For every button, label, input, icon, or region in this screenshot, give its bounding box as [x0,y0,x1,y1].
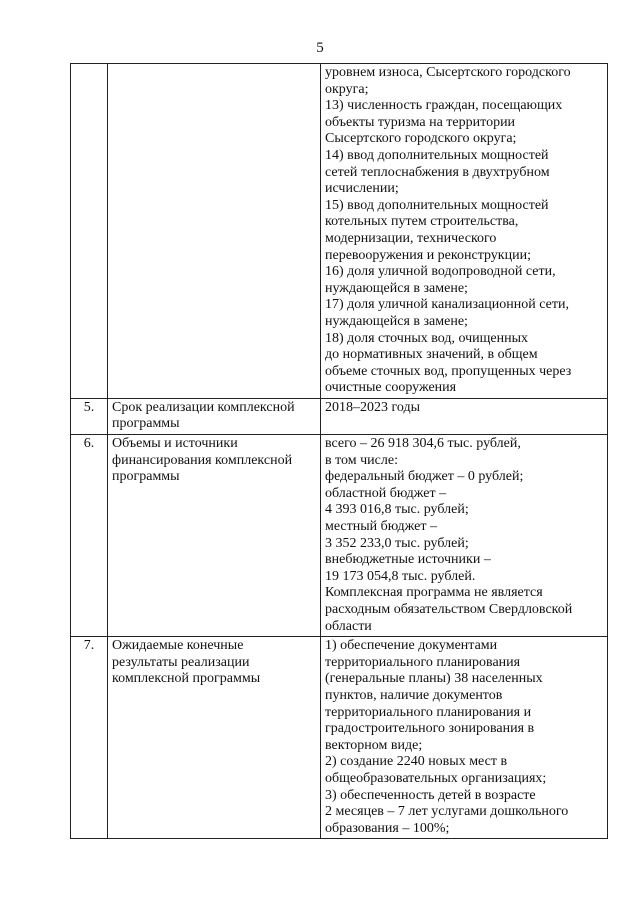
row-value-line: пунктов, наличие документов [325,687,503,703]
row-value-line: котельных путем строительства, [325,214,519,230]
row-name-line: Ожидаемые конечные [112,638,244,654]
row-name-cell [108,435,321,637]
row-value-line: 19 173 054,8 тыс. рублей. [325,568,476,584]
row-number-cell: 5. [71,398,108,434]
row-value-line: 1) обеспечение документами [325,638,498,654]
row-value-line: перевооружения и реконструкции; [325,247,531,263]
row-value-line: 16) доля уличной водопроводной сети, [325,264,556,280]
row-value-line: 2) создание 2240 новых мест в [325,754,508,770]
row-value-line: федеральный бюджет – 0 рублей; [325,469,524,485]
row-value-cell [321,637,608,839]
row-value-line: областной бюджет – [325,485,447,501]
row-name-line: программы [112,416,180,432]
row-value-line: 13) численность граждан, посещающих [325,98,563,114]
row-name-line: Объемы и источники [112,436,238,452]
table-row [71,637,608,839]
row-value-line: 18) доля сточных вод, очищенных [325,330,529,346]
row-name-cell [108,637,321,839]
row-value-line: Сысертского городского округа; [325,131,517,147]
row-value-line: в том числе: [325,452,398,468]
row-value-line: территориального планирования и [325,704,532,720]
row-value-line: 17) доля уличной канализационной сети, [325,297,569,313]
row-value-line: общеобразовательных организациях; [325,770,547,786]
row-value-line: модернизации, технического [325,230,497,246]
page-number: 5 [316,40,324,56]
row-value-line: сетей теплоснабжения в двухтрубном [325,164,550,180]
row-name-cell [108,398,321,434]
row-value-line: 15) ввод дополнительных мощностей [325,197,549,213]
row-value-line: объекты туризма на территории [325,114,516,130]
row-value-line: объеме сточных вод, пропущенных через [325,363,572,379]
row-value-cell [321,398,608,434]
row-value-line: местный бюджет – [325,519,437,535]
row-value-line: внебюджетные источники – [325,552,491,568]
table-row [71,435,608,637]
row-value-line: очистные сооружения [325,380,457,396]
table-row [71,398,608,434]
row-value-line: округа; [325,81,369,97]
row-value-line: 14) ввод дополнительных мощностей [325,147,549,163]
row-number-cell: 7. [71,637,108,839]
row-value-line: градостроительного зонирования в [325,721,535,737]
table-row [71,64,608,399]
row-value-line: векторном виде; [325,737,423,753]
row-value-line: нуждающейся в замене; [325,280,468,296]
row-value-line: области [325,618,372,634]
program-passport-table [70,63,608,839]
row-value-line: уровнем износа, Сысертского городского [325,65,571,80]
row-name-line: программы [112,469,180,485]
row-value-line: расходным обязательством Свердловской [325,602,573,617]
row-number-cell: 6. [71,435,108,637]
row-name-line: комплексной программы [112,671,261,687]
row-value-line: 2 месяцев – 7 лет услугами дошкольного [325,804,569,820]
row-value-line: до нормативных значений, в общем [325,347,538,363]
row-number-cell [71,64,108,399]
row-value-line: образования – 100%; [325,820,450,836]
row-value-line: Комплексная программа не является [325,585,543,601]
row-value-cell [321,64,608,399]
row-name-line: финансирования комплексной [112,452,293,468]
row-name-cell [108,64,321,399]
row-value-line: 3) обеспеченность детей в возрасте [325,787,536,803]
row-value-line: исчислении; [325,181,399,197]
row-value-line: нуждающейся в замене; [325,313,468,329]
row-value-line: 4 393 016,8 тыс. рублей; [325,502,469,518]
row-name-line: результаты реализации [112,654,250,670]
row-value-cell [321,435,608,637]
row-value-line: 3 352 233,0 тыс. рублей; [325,535,469,551]
row-value-line: всего – 26 918 304,6 тыс. рублей, [325,436,521,452]
row-value-line: (генеральные планы) 38 населенных [325,671,543,687]
row-name-line: Срок реализации комплексной [112,399,295,415]
row-value-line: территориального планирования [325,654,521,670]
row-value-line: 2018–2023 годы [325,399,421,415]
